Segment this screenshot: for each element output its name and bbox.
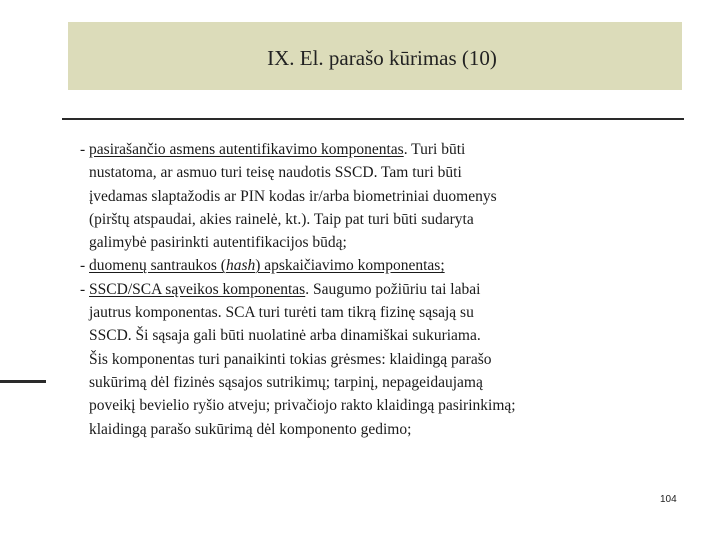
term-interaction-component: SSCD/SCA sąveikos komponentas [89, 280, 306, 298]
paragraph-3-line-1: - SSCD/SCA sąveikos komponentas. Saugumo požiūriu tai labai [80, 280, 481, 298]
paragraph-1-line-1: - pasirašančio asmens autentifikavimo komponentas. Turi būti [80, 141, 466, 158]
paragraph-3-line-5: sukūrimą dėl fizinės sąsajos sutrikimų; tarpinį, nepageidaujamą [89, 373, 483, 391]
paragraph-2-line-1: - duomenų santraukos (hash) apskaičiavimo komponentas; [80, 257, 445, 275]
term-hash-component: duomenų santraukos (hash) apskaičiavimo komponentas; [89, 257, 445, 275]
paragraph-3-line-2: jautrus komponentas. SCA turi turėti tam tikrą fizinę sąsają su [89, 304, 474, 322]
paragraph-3-line-7: klaidingą parašo sukūrimą dėl komponento gedimo; [89, 420, 412, 438]
slide-body [80, 138, 700, 441]
paragraph-3-line-3: SSCD. Ši sąsaja gali būti nuolatinė arba dinamiškai sukuriama. [89, 327, 481, 345]
slide-title: IX. El. parašo kūrimas (10) [267, 46, 497, 70]
term-authentication-component: pasirašančio asmens autentifikavimo komponentas [89, 141, 404, 158]
paragraph-1-line-3: įvedamas slaptažodis ar PIN kodas ir/arba biometriniai duomenys [89, 187, 497, 205]
paragraph-3-line-4: Šis komponentas turi panaikinti tokias grėsmes: klaidingą parašo [89, 350, 492, 368]
page-number: 104 [660, 494, 677, 505]
side-accent-bar [0, 380, 46, 383]
title-banner [68, 22, 682, 90]
paragraph-1-line-2: nustatoma, ar asmuo turi teisę naudotis SSCD. Tam turi būti [89, 164, 462, 182]
paragraph-3-line-6: poveikį bevielio ryšio atveju; privačiojo rakto klaidingą pasirinkimą; [89, 397, 516, 415]
paragraph-1-line-4: (pirštų atspaudai, akies rainelė, kt.). Taip pat turi būti sudaryta [89, 210, 474, 228]
title-divider [62, 118, 684, 120]
paragraph-1-line-5: galimybė pasirinkti autentifikacijos būdą; [89, 234, 347, 252]
